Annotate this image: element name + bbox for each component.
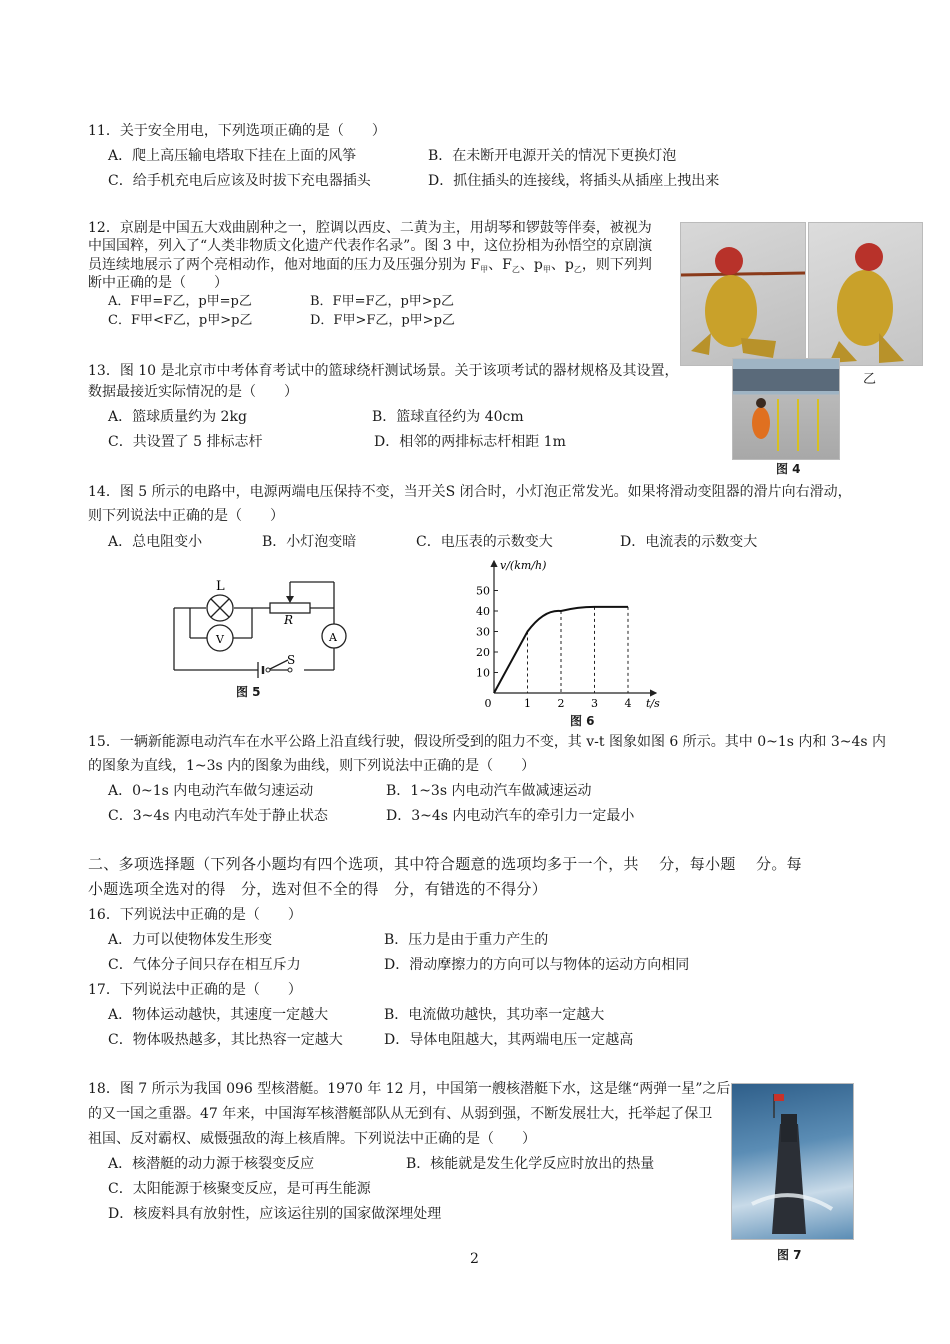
q17-option-c: C．物体吸热越多，其比热容一定越大 [108, 1032, 343, 1048]
x-tick-label: 1 [524, 697, 531, 710]
q14-line1: 14．图 5 所示的电路中，电源两端电压保持不变，当开关S 闭合时，小灯泡正常发光。如果将滑动变阻器的滑片向右滑动， [88, 484, 852, 500]
resistor-label: R [284, 613, 294, 627]
voltmeter-label: V [216, 633, 224, 646]
q18-option-b: B．核能就是发生化学反应时放出的热量 [406, 1156, 655, 1172]
section2-heading-line1: 二、多项选择题（下列各小题均有四个选项，其中符合题意的选项均多于一个，共 分，每小题 分。每 [88, 855, 802, 873]
y-tick-label: 40 [476, 605, 490, 618]
y-tick-label: 50 [476, 584, 490, 598]
q18-line1: 18．图 7 所示为我国 096 型核潜艇。1970 年 12 月，中国第一艘核潜艇下水，这是继“两弹一星”之后 [88, 1081, 731, 1097]
q12-line3: 员连续地展示了两个亮相动作，他对地面的压力及压强分别为 $F_甲$、$F_乙$、$p_甲$、$p_乙$，则下列判 [88, 257, 652, 274]
q14-option-c: C．电压表的示数变大 [416, 534, 553, 550]
q16-option-b: B．压力是由于重力产生的 [384, 932, 549, 948]
q14-option-d: D．电流表的示数变大 [620, 534, 758, 550]
lamp-label: L [216, 579, 225, 594]
submarine-photo [731, 1083, 854, 1240]
q13-option-c: C．共设置了 5 排标志杆 [108, 434, 263, 450]
q15-option-b: B．1~3s 内电动汽车做减速运动 [386, 783, 592, 799]
q14-option-a: A．总电阻变小 [108, 534, 203, 550]
q17-option-a: A．物体运动越快，其速度一定越大 [108, 1007, 329, 1023]
x-axis-label: t/s [646, 697, 660, 710]
y-tick-label: 30 [476, 625, 490, 639]
q17-option-d: D．导体电阻越大，其两端电压一定越高 [384, 1032, 634, 1048]
q11-option-d: D．抓住插头的连接线，将插头从插座上拽出来 [428, 173, 720, 189]
q12-option-b: B．F甲=F乙，p甲>p乙 [310, 294, 455, 309]
x-tick-label: 2 [557, 697, 565, 710]
y-axis-label: v/(km/h) [500, 559, 547, 572]
q14-option-b: B．小灯泡变暗 [262, 534, 357, 550]
y-tick-label: 10 [476, 666, 490, 680]
x-tick-label: 4 [624, 697, 632, 710]
x-tick-label: 0 [484, 697, 492, 710]
q15-option-c: C．3~4s 内电动汽车处于静止状态 [108, 808, 328, 824]
q12-option-c: C．F甲<F乙，p甲>p乙 [108, 313, 253, 328]
fig4-caption: 图 4 [776, 462, 801, 476]
q13-option-d: D．相邻的两排标志杆相距 1m [374, 434, 566, 450]
q15-line1: 15．一辆新能源电动汽车在水平公路上沿直线行驶，假设所受到的阻力不变，其 v-t 图象如图 6 所示。其中 0~1s 内和 3~4s 内 [88, 734, 887, 750]
q17-option-b: B．电流做功越快，其功率一定越大 [384, 1007, 605, 1023]
q18-line2: 的又一国之重器。47 年来，中国海军核潜艇部队从无到有、从弱到强，不断发展壮大，托举起了保卫 [88, 1106, 713, 1122]
opera-photo-yi [808, 222, 923, 366]
q18-option-d: D．核废料具有放射性，应该运往别的国家做深埋处理 [108, 1206, 442, 1222]
q11-option-b: B．在未断开电源开关的情况下更换灯泡 [428, 148, 677, 164]
switch-label: S [287, 653, 296, 667]
y-tick-label: 20 [476, 646, 490, 659]
q13-line2: 数据最接近实际情况的是（ ） [88, 384, 298, 400]
q16-option-a: A．力可以使物体发生形变 [108, 932, 273, 948]
opera-photo-jia [680, 222, 806, 366]
q11-option-a: A．爬上高压输电塔取下挂在上面的风筝 [108, 148, 357, 164]
q15-option-d: D．3~4s 内电动汽车的牵引力一定最小 [386, 808, 635, 824]
rheostat-symbol [270, 603, 310, 613]
basketball-test-photo [732, 358, 840, 460]
fig5-caption: 图 5 [236, 685, 261, 699]
q15-line2: 的图象为直线，1~3s 内的图象为曲线，则下列说法中正确的是（ ） [88, 758, 536, 774]
q12-line4: 断中正确的是（ ） [88, 275, 228, 291]
ammeter-label: A [329, 631, 337, 644]
q18-line3: 祖国、反对霸权、威慑强敌的海上核盾牌。下列说法中正确的是（ ） [88, 1131, 536, 1147]
q12-line1: 12．京剧是中国五大戏曲剧种之一，腔调以西皮、二黄为主，用胡琴和锣鼓等伴奏，被视为 [88, 220, 652, 236]
section2-heading-line2: 小题选项全选对的得 分，选对但不全的得 分，有错选的不得分） [88, 880, 548, 898]
q12-option-a: A．F甲=F乙，p甲=p乙 [108, 294, 252, 309]
fig3-label-yi: 乙 [863, 372, 877, 387]
page-number: 2 [470, 1251, 479, 1267]
q17-stem: 17．下列说法中正确的是（ ） [88, 982, 302, 998]
fig7-caption: 图 7 [777, 1248, 802, 1262]
x-tick-label: 3 [591, 697, 598, 710]
q18-option-a: A．核潜艇的动力源于核裂变反应 [108, 1156, 315, 1172]
q13-option-a: A．篮球质量约为 2kg [108, 409, 247, 425]
q13-line1: 13．图 10 是北京市中考体育考试中的篮球绕杆测试场景。关于该项考试的器材规格及其设置， [88, 363, 679, 379]
q12-line2: 中国国粹，列入了“人类非物质文化遗产代表作名录”。图 3 中，这位扮相为孙悟空的京剧演 [88, 238, 653, 254]
q16-option-c: C．气体分子间只存在相互斥力 [108, 957, 301, 973]
q12-option-d: D．F甲>F乙，p甲>p乙 [310, 313, 455, 328]
q15-option-a: A．0~1s 内电动汽车做匀速运动 [108, 783, 314, 799]
q16-option-d: D．滑动摩擦力的方向可以与物体的运动方向相同 [384, 957, 690, 973]
q14-line2: 则下列说法中正确的是（ ） [88, 508, 284, 524]
q11-option-c: C．给手机充电后应该及时拔下充电器插头 [108, 173, 371, 189]
q11-stem: 11．关于安全用电，下列选项正确的是（ ） [88, 123, 386, 139]
fig6-caption: 图 6 [570, 714, 595, 728]
q18-option-c: C．太阳能源于核聚变反应，是可再生能源 [108, 1181, 371, 1197]
vt-chart [470, 555, 670, 715]
q13-option-b: B．篮球直径约为 40cm [372, 409, 524, 425]
q16-stem: 16．下列说法中正确的是（ ） [88, 907, 302, 923]
